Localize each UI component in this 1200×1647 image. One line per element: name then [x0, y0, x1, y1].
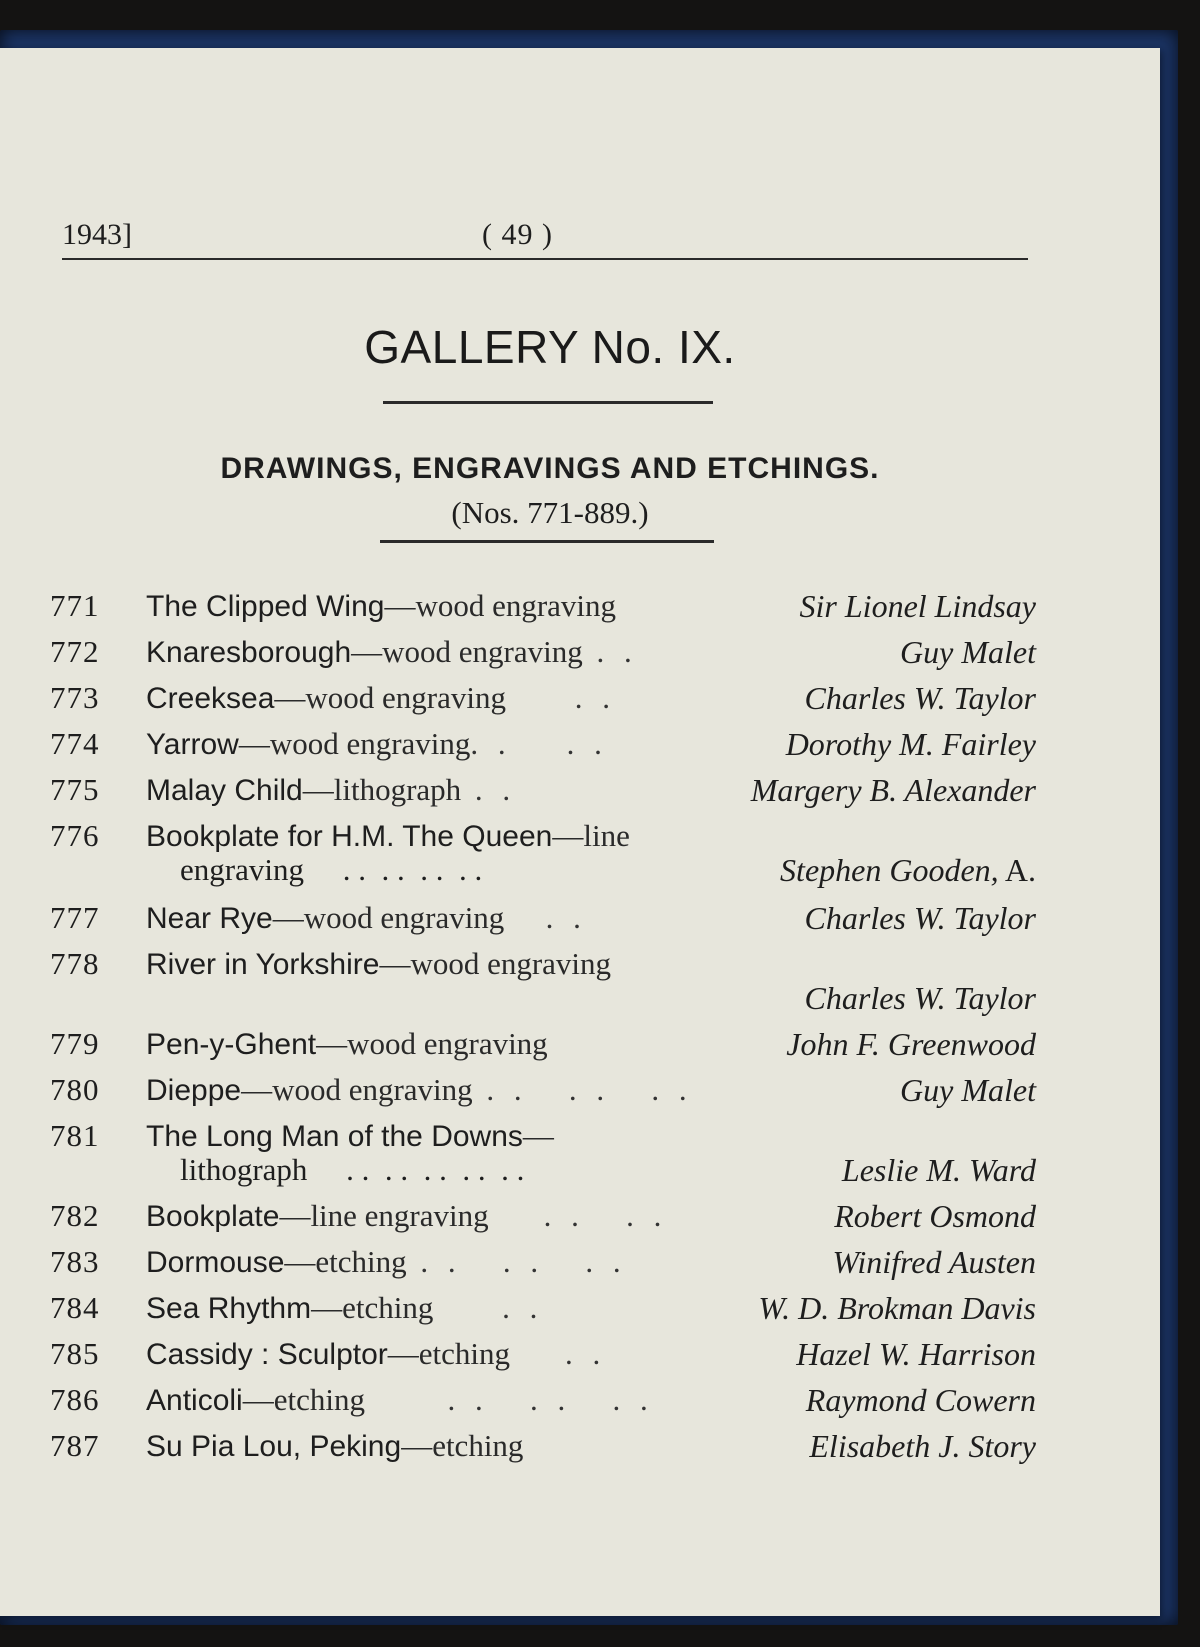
entry-title: Malay Child — [146, 774, 303, 807]
entry-title: The Clipped Wing — [146, 590, 385, 623]
entry-title: Sea Rhythm — [146, 1292, 312, 1325]
number-range-text: (Nos. 771-889.) — [451, 495, 649, 530]
entry-medium: —etching — [387, 1336, 511, 1371]
dot-leader: . . — [582, 634, 638, 669]
entry-number: 785 — [50, 1336, 100, 1371]
catalogue-entry — [0, 900, 1160, 946]
gallery-title: GALLERY No. IX. — [364, 321, 736, 373]
entry-title: The Long Man of the Downs — [146, 1120, 523, 1153]
entry-description — [146, 1118, 554, 1154]
page-header — [62, 218, 1028, 258]
entry-title: Near Rye — [146, 902, 273, 935]
entry-artist: Robert Osmond — [834, 1198, 1036, 1234]
entry-artist: Charles W. Taylor — [804, 980, 1036, 1016]
entry-number: 784 — [50, 1290, 100, 1325]
title-rule-top — [383, 401, 713, 404]
entry-title: Cassidy : Sculptor — [146, 1338, 388, 1371]
entry-medium: —line engraving — [279, 1198, 489, 1233]
entry-description — [146, 1290, 543, 1326]
entry-artist: Margery B. Alexander — [750, 772, 1036, 808]
entry-artist: Charles W. Taylor — [804, 900, 1036, 936]
catalogue-entry — [0, 1290, 1160, 1336]
entry-description — [146, 634, 638, 670]
entry-medium: — — [522, 1118, 554, 1153]
entry-artist: Guy Malet — [900, 1072, 1036, 1108]
catalogue-entry — [0, 1428, 1160, 1474]
catalogue-entry — [0, 634, 1160, 680]
catalogue-entry — [0, 1198, 1160, 1244]
entry-number: 778 — [50, 946, 100, 981]
entry-title: Dormouse — [146, 1246, 285, 1279]
dot-leader: . . . . . . — [406, 1244, 627, 1279]
entry-medium: —etching — [284, 1244, 407, 1279]
entry-medium: —wood engraving — [274, 680, 506, 715]
entry-description — [146, 1026, 548, 1062]
catalogue-entry — [0, 1026, 1160, 1072]
entry-number: 776 — [50, 818, 100, 853]
entry-artist: John F. Greenwood — [786, 1026, 1036, 1062]
dot-leader: . . — [504, 900, 587, 935]
entry-medium: —wood engraving — [384, 588, 617, 623]
entry-number: 771 — [50, 588, 100, 623]
entry-artist: Charles W. Taylor — [804, 680, 1036, 716]
entry-title: River in Yorkshire — [146, 948, 380, 981]
entry-title: Bookplate for H.M. The Queen — [146, 820, 553, 853]
entry-medium: —wood engraving — [351, 634, 583, 669]
entry-artist: W. D. Brokman Davis — [758, 1290, 1036, 1326]
entry-artist: Sir Lionel Lindsay — [799, 588, 1036, 624]
catalogue-entry — [0, 818, 1160, 888]
entry-description — [146, 1072, 693, 1108]
entry-description — [146, 772, 516, 808]
entry-description — [146, 946, 611, 982]
entry-number: 775 — [50, 772, 100, 807]
dot-leader: . . . . . . — [364, 1382, 654, 1417]
dot-leader: . . — [506, 680, 616, 715]
entry-number: 773 — [50, 680, 100, 715]
catalogue-entry — [0, 1072, 1160, 1118]
entry-medium: —wood engraving — [316, 1026, 548, 1061]
catalogue-entry — [0, 726, 1160, 772]
number-range — [0, 495, 1100, 531]
entry-number: 781 — [50, 1118, 100, 1153]
entry-continuation: lithograph . . . . . . . . . . — [180, 1152, 525, 1187]
entry-medium: —etching — [401, 1428, 524, 1463]
entry-description — [146, 900, 587, 936]
entry-medium: —lithograph — [302, 772, 462, 807]
entry-title: Su Pia Lou, Peking — [146, 1430, 402, 1463]
dot-leader: . . . . — [470, 726, 608, 761]
entry-number: 772 — [50, 634, 100, 669]
page-number: ( 49 ) — [482, 218, 553, 251]
entry-medium: —etching — [311, 1290, 434, 1325]
entry-title: Knaresborough — [146, 636, 352, 669]
entry-number: 774 — [50, 726, 100, 761]
entry-artist: Elisabeth J. Story — [809, 1428, 1036, 1464]
dot-leader: . . — [510, 1336, 607, 1371]
entry-number: 777 — [50, 900, 100, 935]
entry-description — [146, 1198, 667, 1234]
entry-description — [146, 588, 616, 624]
entry-artist: Hazel W. Harrison — [796, 1336, 1036, 1372]
entry-number: 782 — [50, 1198, 100, 1233]
entry-number: 787 — [50, 1428, 100, 1463]
entry-number: 780 — [50, 1072, 100, 1107]
entry-description — [146, 818, 630, 854]
gallery-subtitle: DRAWINGS, ENGRAVINGS AND ETCHINGS. — [220, 452, 880, 485]
entry-continuation: engraving . . . . . . . . — [180, 852, 483, 887]
catalogue-entry — [0, 1336, 1160, 1382]
entry-number: 783 — [50, 1244, 100, 1279]
entry-description — [146, 680, 616, 716]
entry-description — [146, 1382, 654, 1418]
entry-medium: —line — [552, 818, 630, 853]
entry-medium: —wood engraving — [241, 1072, 473, 1107]
entry-title: Dieppe — [146, 1074, 242, 1107]
entry-artist: Leslie M. Ward — [841, 1152, 1036, 1188]
entry-artist: Raymond Cowern — [805, 1382, 1036, 1418]
entry-title: Pen-y-Ghent — [146, 1028, 317, 1061]
entry-title: Anticoli — [146, 1384, 243, 1417]
entry-artist: Guy Malet — [900, 634, 1036, 670]
entry-description — [146, 1336, 606, 1372]
entry-title: Yarrow — [146, 728, 239, 761]
entry-description — [146, 1244, 627, 1280]
entry-title: Bookplate — [146, 1200, 280, 1233]
catalogue-entry — [0, 772, 1160, 818]
dot-leader: . . — [461, 772, 517, 807]
entry-title: Creeksea — [146, 682, 275, 715]
dot-leader: . . . . — [488, 1198, 668, 1233]
entry-medium: —wood engraving — [238, 726, 471, 761]
header-year: 1943] — [62, 218, 132, 251]
entry-description — [146, 726, 608, 762]
catalogue-entry — [0, 1382, 1160, 1428]
catalogue-entry — [0, 946, 1160, 1016]
artist-honorific: A. — [998, 852, 1036, 888]
dot-leader: . . — [433, 1290, 544, 1325]
dot-leader: . . . . . . — [472, 1072, 693, 1107]
entry-artist: Stephen Gooden, A. — [780, 852, 1036, 888]
catalogue-entry — [0, 1118, 1160, 1188]
entry-number: 786 — [50, 1382, 100, 1417]
catalogue-page — [0, 48, 1160, 1616]
catalogue-entry — [0, 1244, 1160, 1290]
entry-medium: —wood engraving — [272, 900, 505, 935]
title-rule-bottom — [380, 540, 714, 543]
catalogue-entry — [0, 588, 1160, 634]
header-rule — [62, 258, 1028, 260]
entry-medium: —wood engraving — [379, 946, 612, 981]
catalogue-entry — [0, 680, 1160, 726]
entry-medium: —etching — [242, 1382, 365, 1417]
entry-artist: Winifred Austen — [832, 1244, 1036, 1280]
entry-description — [146, 1428, 523, 1464]
entry-artist: Dorothy M. Fairley — [785, 726, 1036, 762]
entry-number: 779 — [50, 1026, 100, 1061]
